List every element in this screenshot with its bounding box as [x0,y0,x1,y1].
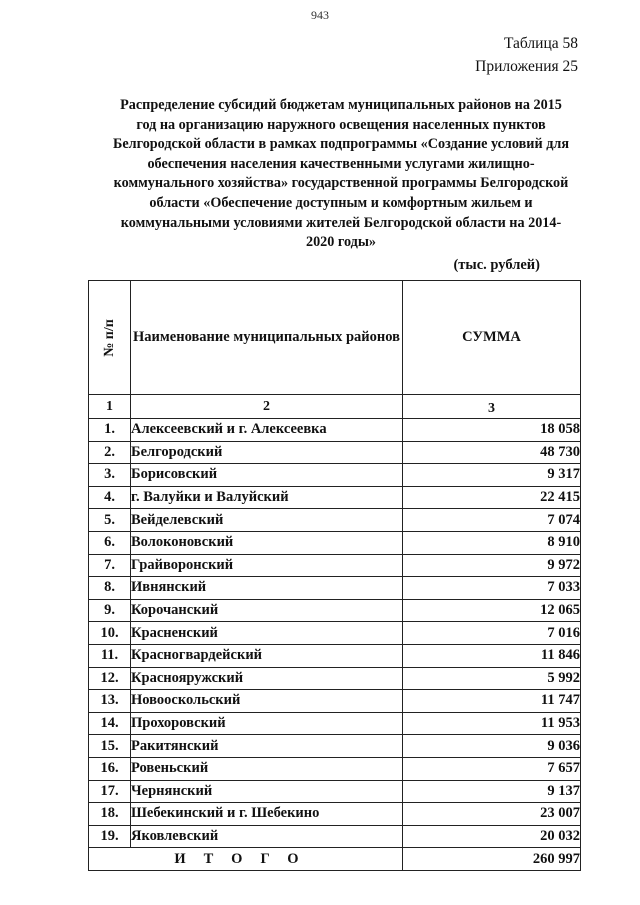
row-number: 9. [89,599,131,622]
subsidy-amount: 7 016 [403,622,581,645]
row-number: 11. [89,644,131,667]
district-name: Ровеньский [131,757,403,780]
row-number: 13. [89,690,131,713]
column-index: 1 [89,395,131,419]
title-line: обеспечения населения качественными услугами жилищно- [147,155,535,172]
district-name: г. Валуйки и Валуйский [131,486,403,509]
title-line: Белгородской области в рамках подпрограммы «Создание условий для [112,136,570,153]
title-line: коммунальными условиями жителей Белгородской области на 2014- [120,214,562,231]
subsidy-amount: 18 058 [403,419,581,442]
table-row [89,622,581,645]
table-row [89,690,581,713]
header-sum: СУММА [403,281,581,395]
subsidy-table [88,280,581,871]
district-name: Красненский [131,622,403,645]
district-name: Волоконовский [131,531,403,554]
table-row [89,419,581,442]
subsidy-amount: 12 065 [403,599,581,622]
subsidy-amount: 11 747 [403,690,581,713]
district-name: Прохоровский [131,712,403,735]
table-row [89,644,581,667]
subsidy-amount: 22 415 [403,486,581,509]
district-name: Алексеевский и г. Алексеевка [131,419,403,442]
table-row [89,599,581,622]
row-number: 17. [89,780,131,803]
header-num: № п/п [101,318,117,357]
subsidy-amount: 11 953 [403,712,581,735]
total-row [89,848,581,871]
row-number: 18. [89,803,131,826]
row-number: 4. [89,486,131,509]
title-line: Распределение субсидий бюджетам муниципальных районов на 2015 [120,97,562,113]
appendix-label: Приложения 25 [475,58,578,75]
subsidy-amount: 23 007 [403,803,581,826]
subsidy-amount: 5 992 [403,667,581,690]
district-name: Шебекинский и г. Шебекино [131,803,403,826]
row-number: 3. [89,464,131,487]
column-index-row [89,395,581,419]
total-label: ИТОГО [89,848,403,871]
table-row [89,441,581,464]
header-name: Наименование муниципальных районов [131,281,403,395]
subsidy-amount: 20 032 [403,825,581,848]
district-name: Борисовский [131,464,403,487]
table-header-row [89,281,581,395]
header-num-cell [89,281,131,395]
table-row [89,735,581,758]
table-body [89,419,581,848]
table-row [89,667,581,690]
title-line: 2020 годы» [305,234,377,251]
subsidy-amount: 7 033 [403,577,581,600]
subsidy-amount: 48 730 [403,441,581,464]
table-row [89,757,581,780]
table-row [89,780,581,803]
district-name: Вейделевский [131,509,403,532]
row-number: 2. [89,441,131,464]
table-row [89,509,581,532]
district-name: Новооскольский [131,690,403,713]
page-number: 943 [311,8,329,22]
table-row [89,554,581,577]
table-row [89,577,581,600]
row-number: 6. [89,531,131,554]
row-number: 7. [89,554,131,577]
subsidy-amount: 7 657 [403,757,581,780]
column-index: 2 [131,395,403,419]
table-reference [475,32,578,78]
table-row [89,531,581,554]
subsidy-amount: 8 910 [403,531,581,554]
subsidy-amount: 9 972 [403,554,581,577]
title-line: коммунального хозяйства» государственной программы Белгородской [113,175,569,192]
row-number: 14. [89,712,131,735]
column-index: 3 [403,395,581,419]
row-number: 12. [89,667,131,690]
district-name: Ракитянский [131,735,403,758]
table-row [89,712,581,735]
subsidy-amount: 9 317 [403,464,581,487]
district-name: Краснояружский [131,667,403,690]
row-number: 5. [89,509,131,532]
subsidy-amount: 7 074 [403,509,581,532]
row-number: 10. [89,622,131,645]
table-row [89,803,581,826]
district-name: Чернянский [131,780,403,803]
subsidy-amount: 9 036 [403,735,581,758]
row-number: 16. [89,757,131,780]
document-title [96,96,586,253]
table-row [89,486,581,509]
row-number: 19. [89,825,131,848]
subsidy-amount: 11 846 [403,644,581,667]
district-name: Яковлевский [131,825,403,848]
district-name: Белгородский [131,441,403,464]
district-name: Ивнянский [131,577,403,600]
row-number: 15. [89,735,131,758]
row-number: 8. [89,577,131,600]
total-sum: 260 997 [403,848,581,871]
table-label: Таблица 58 [503,35,578,52]
district-name: Грайворонский [131,554,403,577]
district-name: Корочанский [131,599,403,622]
title-line: области «Обеспечение доступным и комфортным жильем и [149,194,533,211]
table-row [89,464,581,487]
units-label: (тыс. рублей) [453,257,540,273]
title-line: год на организацию наружного освещения населенных пунктов [136,116,546,133]
table-row [89,825,581,848]
row-number: 1. [89,419,131,442]
district-name: Красногвардейский [131,644,403,667]
subsidy-amount: 9 137 [403,780,581,803]
